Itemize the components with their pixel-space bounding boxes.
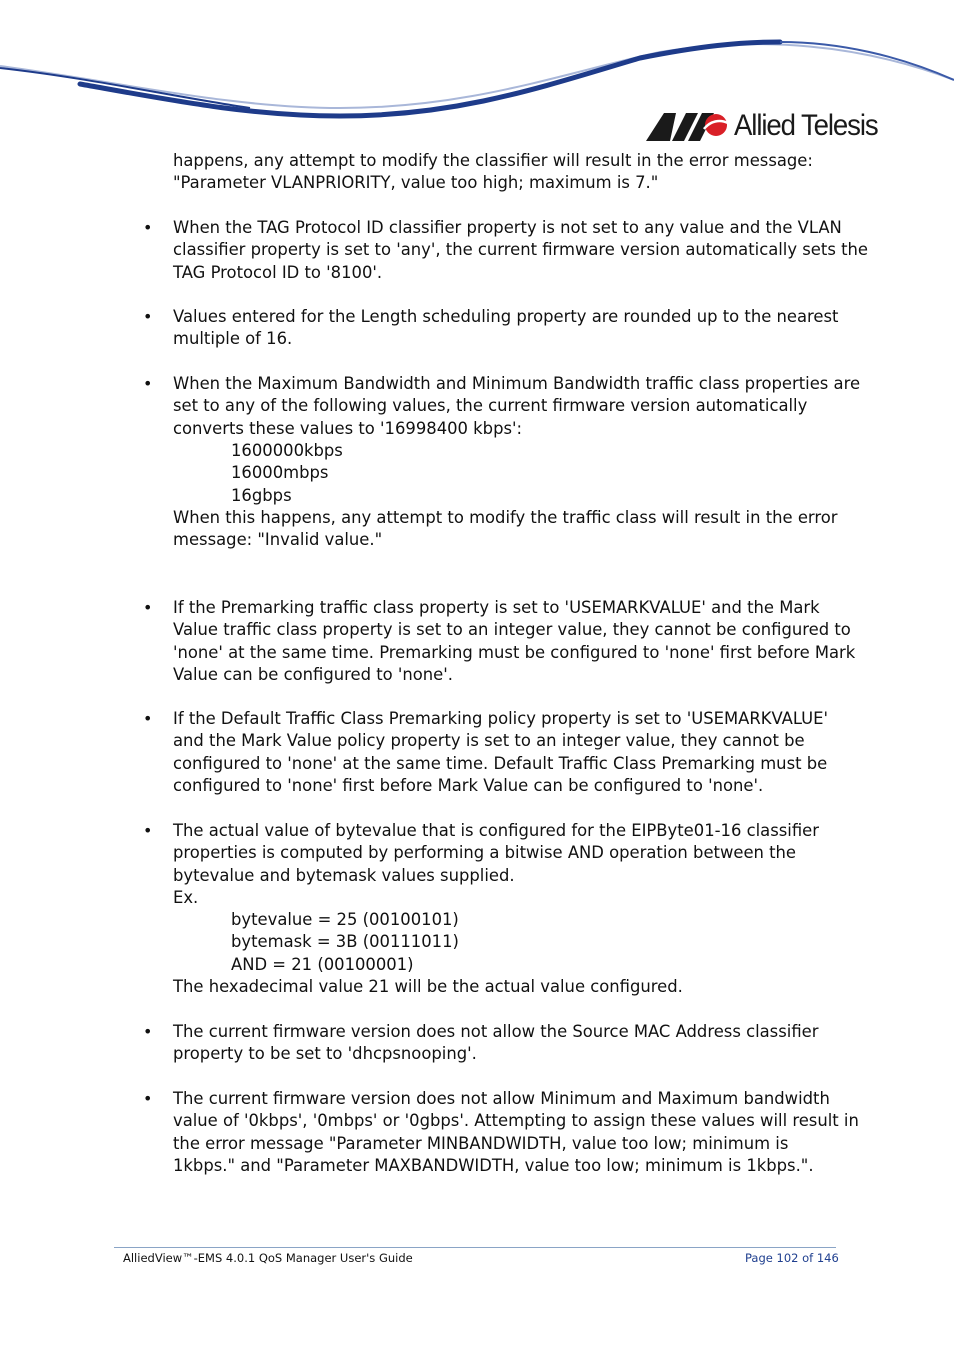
bytevalue-example [231,909,459,976]
value-line: 1600000kbps [231,441,343,460]
text-line: set to any of the following values, the current firmware version automatically [173,396,808,416]
example-line: bytemask = 3B (00111011) [231,932,459,952]
text-line: property to be set to 'dhcpsnooping'. [173,1044,477,1064]
bullet-item-min-max-bandwidth [173,1088,859,1177]
bullet-icon: • [143,1022,153,1041]
bullet-icon: • [143,374,153,393]
footer-document-title: AlliedView™-EMS 4.0.1 QoS Manager User's Guide [123,1251,413,1265]
text-line: Values entered for the Length scheduling property are rounded up to the nearest [173,307,839,326]
text-line: configured to 'none' first before Mark Value can be configured to 'none'. [173,775,764,795]
bullet-item-length-scheduling [173,306,853,351]
bullet-item-source-mac [173,1021,853,1066]
text-line: When the Maximum Bandwidth and Minimum Bandwidth traffic class properties are [173,374,861,393]
bandwidth-error-note [173,507,853,552]
bullet-item-tag-protocol [173,217,868,284]
bullet-icon: • [143,709,153,728]
text-line: converts these values to '16998400 kbps': [173,418,523,438]
text-line: message: "Invalid value." [173,530,383,550]
text-line: 'none' at the same time. Premarking must be configured to 'none' first before Mark [173,642,856,662]
text-line: The current firmware version does not allow the Source MAC Address classifier [173,1022,819,1041]
intro-paragraph [173,150,853,195]
bullet-item-default-premarking [173,708,853,797]
text-line: and the Mark Value policy property is set to an integer value, they cannot be [173,731,805,751]
text-line: TAG Protocol ID to '8100'. [173,262,383,282]
footer-page-number: Page 102 of 146 [745,1251,839,1265]
text-line: properties is computed by performing a bitwise AND operation between the [173,843,797,863]
footer-divider [114,1247,836,1248]
bullet-icon: • [143,1089,153,1108]
text-line: The actual value of bytevalue that is configured for the EIPByte01-16 classifier [173,821,819,840]
text-line: When this happens, any attempt to modify the traffic class will result in the error [173,508,838,527]
bullet-icon: • [143,307,153,326]
text-line: configured to 'none' at the same time. Default Traffic Class Premarking must be [173,753,828,773]
text-line: bytevalue and bytemask values supplied. [173,865,515,885]
logo-wordmark: Allied Telesis [734,109,878,142]
text-line: Ex. [173,887,199,907]
text-line: the error message "Parameter MINBANDWIDTH, value too low; minimum is [173,1133,789,1153]
bullet-icon: • [143,821,153,840]
bullet-icon: • [143,598,153,617]
example-line: bytevalue = 25 (00100101) [231,910,459,929]
value-line: 16000mbps [231,463,329,483]
text-line: When the TAG Protocol ID classifier property is not set to any value and the VLAN [173,218,842,237]
bullet-item-premarking [173,597,856,686]
text-line: Value traffic class property is set to an integer value, they cannot be configured to [173,620,851,640]
bullet-icon: • [143,218,153,237]
bandwidth-values-list [231,440,343,507]
text-line: Value can be configured to 'none'. [173,664,453,684]
bytevalue-result-note [173,976,853,998]
value-line: 16gbps [231,485,292,505]
bullet-item-bytevalue [173,820,853,909]
example-line: AND = 21 (00100001) [231,954,414,974]
text-line: "Parameter VLANPRIORITY, value too high; maximum is 7." [173,173,659,193]
logo-mark-icon [646,111,728,141]
text-line: The current firmware version does not allow Minimum and Maximum bandwidth [173,1089,830,1108]
text-line: If the Default Traffic Class Premarking policy property is set to 'USEMARKVALUE' [173,709,829,728]
bullet-item-bandwidth-conversion [173,373,861,440]
text-line: happens, any attempt to modify the classifier will result in the error message: [173,151,813,170]
text-line: 1kbps." and "Parameter MAXBANDWIDTH, value too low; minimum is 1kbps.". [173,1155,814,1175]
text-line: If the Premarking traffic class property is set to 'USEMARKVALUE' and the Mark [173,598,820,617]
allied-telesis-logo [646,108,890,144]
text-line: The hexadecimal value 21 will be the actual value configured. [173,977,683,996]
text-line: value of '0kbps', '0mbps' or '0gbps'. Attempting to assign these values will result in [173,1111,859,1131]
text-line: classifier property is set to 'any', the current firmware version automatically sets the [173,240,868,260]
text-line: multiple of 16. [173,329,293,349]
